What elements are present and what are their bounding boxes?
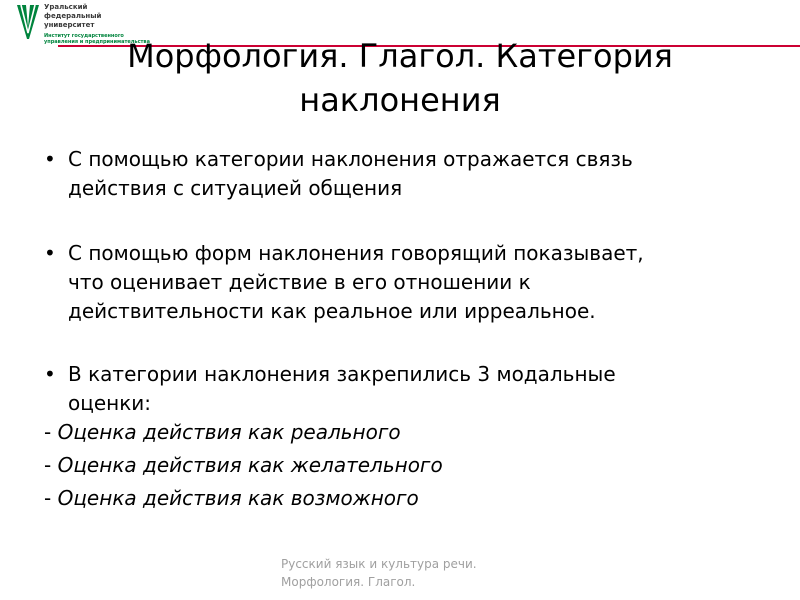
bullet-text-line: действия с ситуацией общения [68,176,403,200]
university-name [44,3,120,30]
slide-title [40,34,760,122]
urfu-v-logo-icon [16,3,40,41]
slide-footer [281,555,541,591]
modal-assessment-item [44,418,764,451]
bullet-text-line: оценки: [68,391,152,415]
modal-assessment-text: Оценка действия как желательного [57,453,443,477]
bullet-text-line: С помощью форм наклонения говорящий показывает, [68,241,644,265]
bullet-icon: • [44,241,56,265]
institute-name-line: управления и предпринимательства [44,39,150,45]
dash-marker: - [44,420,58,444]
institute-name-line: Институт государственного [44,33,124,39]
bullet-text-line: действительности как реальное или ирреальное. [68,299,596,323]
spacer [44,203,764,239]
university-name-line: федеральный [44,12,102,20]
bullet-icon: • [44,147,56,171]
modal-assessment-item [44,484,764,517]
modal-assessment-text: Оценка действия как возможного [57,486,419,510]
bullet-text-line: С помощью категории наклонения отражается связь [68,147,633,171]
footer-line: Морфология. Глагол. [281,575,416,589]
slide-title-line: Морфология. Глагол. Категория [127,37,673,75]
modal-assessment-item [44,451,764,484]
dash-marker: - [44,453,58,477]
bullet-icon: • [44,362,56,386]
footer-line: Русский язык и культура речи. [281,557,477,571]
spacer [44,326,764,360]
slide-title-line: наклонения [299,81,501,119]
university-name-line: университет [44,21,95,29]
dash-marker: - [44,486,58,510]
bullet-item [44,145,764,203]
slide-body [44,145,764,517]
bullet-text-line: что оценивает действие в его отношении к [68,270,531,294]
modal-assessment-text: Оценка действия как реального [57,420,401,444]
university-name-line: Уральский [44,3,88,11]
bullet-text-line: В категории наклонения закрепились 3 модальные [68,362,616,386]
bullet-item [44,239,764,326]
bullet-item [44,360,764,418]
